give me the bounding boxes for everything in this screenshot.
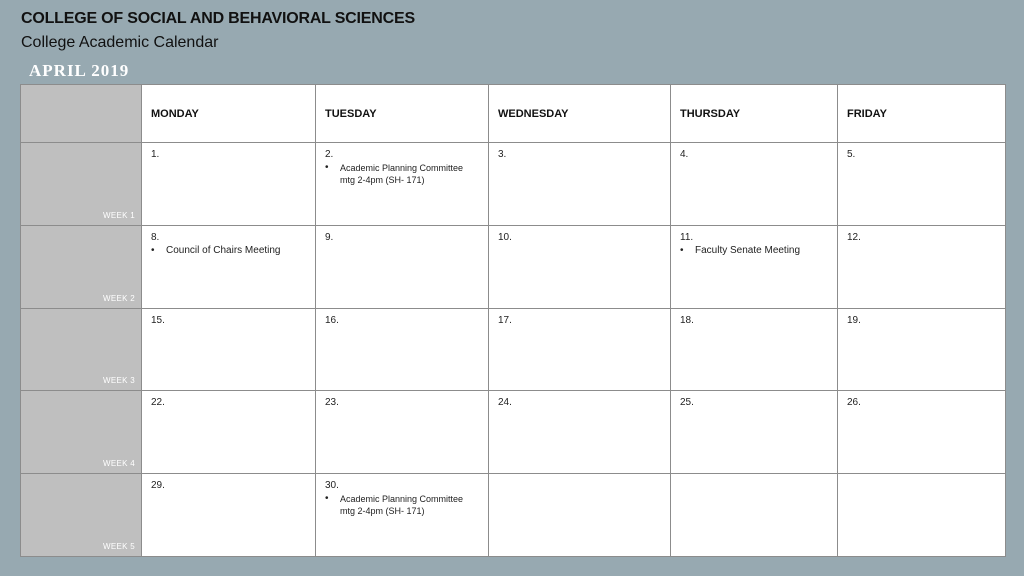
week-label-cell	[21, 308, 142, 391]
calendar-event[interactable]	[325, 162, 488, 186]
calendar-subtitle: College Academic Calendar	[21, 34, 219, 51]
day-header-friday: FRIDAY	[838, 85, 1006, 143]
calendar-event[interactable]	[325, 493, 488, 517]
bullet-icon: •	[325, 493, 329, 505]
day-cell[interactable]	[838, 474, 1006, 557]
day-cell[interactable]	[489, 308, 671, 391]
day-number: 22.	[151, 397, 165, 409]
day-cell[interactable]	[489, 474, 671, 557]
day-number: 18.	[680, 314, 694, 326]
event-text: Academic Planning Committee mtg 2-4pm (SH- 171)	[340, 163, 464, 185]
day-header-tuesday: TUESDAY	[316, 85, 489, 143]
day-number: 3.	[498, 149, 507, 160]
day-number: 30.	[325, 480, 339, 492]
day-number: 29.	[151, 480, 165, 492]
corner-cell	[21, 85, 142, 143]
week-row	[21, 225, 1006, 308]
day-cell[interactable]	[142, 308, 316, 391]
day-cell[interactable]	[838, 143, 1006, 226]
day-number: 17.	[498, 314, 512, 326]
calendar-event[interactable]	[680, 245, 837, 257]
day-cell[interactable]	[671, 225, 838, 308]
week-label: WEEK 5	[102, 542, 135, 551]
day-cell[interactable]	[316, 308, 489, 391]
day-number: 8.	[151, 231, 160, 243]
month-heading: APRIL 2019	[29, 61, 130, 80]
day-header-monday: MONDAY	[142, 85, 316, 143]
day-number: 16.	[325, 314, 339, 326]
week-label-cell	[21, 474, 142, 557]
day-number: 10.	[498, 231, 512, 243]
day-cell[interactable]	[316, 474, 489, 557]
day-cell[interactable]	[489, 225, 671, 308]
event-text: Faculty Senate Meeting	[695, 244, 801, 256]
calendar-event[interactable]	[151, 245, 315, 257]
day-cell[interactable]	[489, 391, 671, 474]
day-cell[interactable]	[142, 143, 316, 226]
week-label: WEEK 2	[102, 293, 135, 303]
bullet-icon: •	[680, 244, 684, 256]
day-cell[interactable]	[671, 143, 838, 226]
day-cell[interactable]	[838, 225, 1006, 308]
day-number: 25.	[680, 397, 694, 409]
day-number: 1.	[151, 149, 160, 160]
day-cell[interactable]	[316, 225, 489, 308]
day-number: 12.	[847, 231, 861, 243]
day-cell[interactable]	[142, 391, 316, 474]
week-label: WEEK 3	[102, 376, 135, 386]
day-number: 26.	[847, 397, 861, 409]
week-row	[21, 391, 1006, 474]
week-label-cell	[21, 225, 142, 308]
event-text: Academic Planning Committee mtg 2-4pm (SH- 171)	[340, 494, 464, 517]
week-label-cell	[21, 391, 142, 474]
day-cell[interactable]	[671, 391, 838, 474]
week-label: WEEK 1	[102, 210, 135, 220]
day-number: 9.	[325, 231, 334, 243]
day-cell[interactable]	[316, 143, 489, 226]
day-number: 5.	[847, 149, 856, 160]
week-label: WEEK 4	[102, 459, 135, 469]
week-row	[21, 308, 1006, 391]
day-number: 4.	[680, 149, 689, 160]
day-cell[interactable]	[316, 391, 489, 474]
bullet-icon: •	[325, 162, 329, 173]
day-number: 24.	[498, 397, 512, 409]
week-row	[21, 474, 1006, 557]
day-cell[interactable]	[671, 308, 838, 391]
day-header-wednesday: WEDNESDAY	[489, 85, 671, 143]
college-title: COLLEGE OF SOCIAL AND BEHAVIORAL SCIENCES	[21, 10, 415, 27]
day-header-thursday: THURSDAY	[671, 85, 838, 143]
calendar-grid	[20, 84, 1006, 557]
day-cell[interactable]	[838, 391, 1006, 474]
day-cell[interactable]	[142, 225, 316, 308]
day-number: 15.	[151, 314, 165, 326]
day-cell[interactable]	[142, 474, 316, 557]
day-header-row	[21, 85, 1006, 143]
day-number: 23.	[325, 397, 339, 409]
day-cell[interactable]	[489, 143, 671, 226]
week-row	[21, 143, 1006, 226]
week-label-cell	[21, 143, 142, 226]
event-text: Council of Chairs Meeting	[166, 244, 281, 256]
day-number: 11.	[680, 231, 694, 243]
day-number: 2.	[325, 149, 334, 160]
bullet-icon: •	[151, 244, 155, 256]
day-number: 19.	[847, 314, 861, 326]
day-cell[interactable]	[838, 308, 1006, 391]
day-cell[interactable]	[671, 474, 838, 557]
